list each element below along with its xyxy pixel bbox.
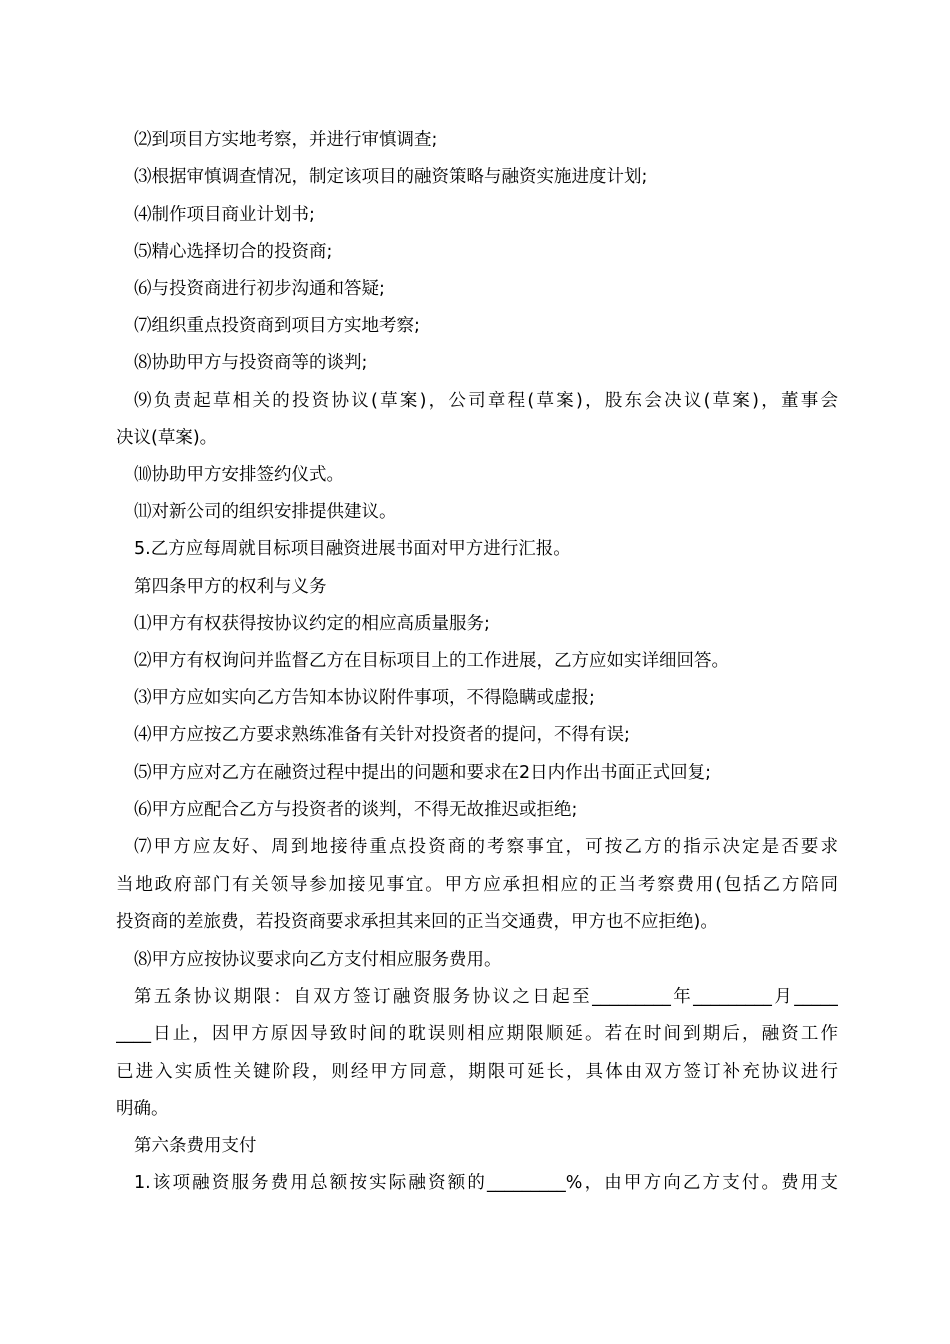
- clause-line: ⑶甲方应如实向乙方告知本协议附件事项，不得隐瞒或虚报;: [134, 688, 595, 708]
- clause-line: ⑺甲方应友好、周到地接待重点投资商的考察事宜，可按乙方的指示决定是否要求: [134, 837, 838, 857]
- clause-line: ⑻协助甲方与投资商等的谈判;: [134, 353, 368, 373]
- clause-line: ⑸甲方应对乙方在融资过程中提出的问题和要求在2日内作出书面正式回复;: [134, 763, 712, 783]
- clause-line: ⑻甲方应按协议要求向乙方支付相应服务费用。: [134, 950, 502, 970]
- clause-line: 已进入实质性关键阶段，则经甲方同意，期限可延长，具体由双方签订补充协议进行: [116, 1062, 838, 1082]
- clause-line: ⑵到项目方实地考察，并进行审慎调查;: [134, 130, 438, 150]
- section-heading: 第四条甲方的权利与义务: [134, 577, 327, 597]
- clause-line: 明确。: [116, 1099, 169, 1119]
- clause-line: 投资商的差旅费，若投资商要求承担其来回的正当交通费，甲方也不应拒绝)。: [116, 912, 718, 932]
- section-heading: 第六条费用支付: [134, 1136, 257, 1156]
- clause-line: ⑶根据审慎调查情况，制定该项目的融资策略与融资实施进度计划;: [134, 167, 648, 187]
- clause-line: 决议(草案)。: [116, 428, 218, 448]
- clause-line: 当地政府部门有关领导参加接见事宜。甲方应承担相应的正当考察费用(包括乙方陪同: [116, 875, 838, 895]
- section-heading: 第五条协议期限：自双方签订融资服务协议之日起至_________年_________月_____: [134, 987, 838, 1007]
- clause-line: ⑷制作项目商业计划书;: [134, 205, 315, 225]
- clause-line: ⑴甲方有权获得按协议约定的相应高质量服务;: [134, 614, 490, 634]
- clause-line: ⑵甲方有权询问并监督乙方在目标项目上的工作进展，乙方应如实详细回答。: [134, 651, 729, 671]
- clause-line: ⑼负责起草相关的投资协议(草案)，公司章程(草案)，股东会决议(草案)，董事会: [134, 391, 838, 411]
- clause-line: ⑺组织重点投资商到项目方实地考察;: [134, 316, 420, 336]
- clause-line: ⑷甲方应按乙方要求熟练准备有关针对投资者的提问，不得有误;: [134, 725, 630, 745]
- clause-line: ⑹与投资商进行初步沟通和答疑;: [134, 279, 385, 299]
- clause-line: ⑹甲方应配合乙方与投资者的谈判，不得无故推迟或拒绝;: [134, 800, 578, 820]
- clause-line: 5.乙方应每周就目标项目融资进展书面对甲方进行汇报。: [134, 539, 571, 559]
- clause-line: ____日止，因甲方原因导致时间的耽误则相应期限顺延。若在时间到期后，融资工作: [116, 1024, 838, 1044]
- clause-line: ⑾对新公司的组织安排提供建议。: [134, 502, 397, 522]
- clause-line: 1.该项融资服务费用总额按实际融资额的_________%，由甲方向乙方支付。费用支: [134, 1173, 838, 1193]
- clause-line: ⑽协助甲方安排签约仪式。: [134, 465, 344, 485]
- clause-line: ⑸精心选择切合的投资商;: [134, 242, 333, 262]
